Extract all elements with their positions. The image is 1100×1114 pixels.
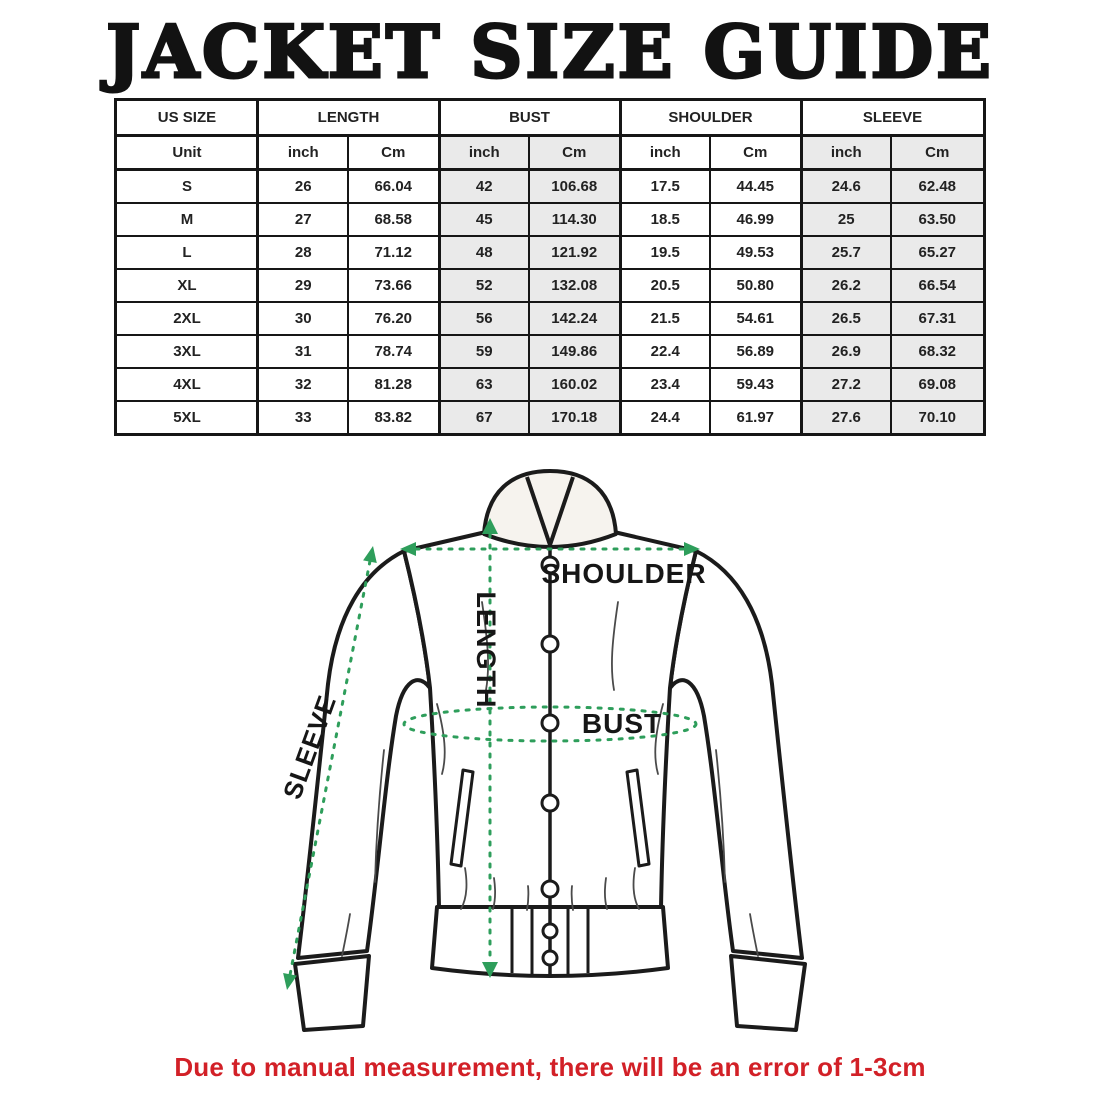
table-cell: 26.5 <box>801 302 891 335</box>
table-cell: 83.82 <box>348 401 439 435</box>
group-header-cell: SLEEVE <box>801 99 984 135</box>
table-row <box>116 269 984 302</box>
table-cell: 26 <box>258 169 348 203</box>
table-cell: 27 <box>258 203 348 236</box>
table-cell: 70.10 <box>891 401 984 435</box>
table-row <box>116 169 984 203</box>
table-cell: 30 <box>258 302 348 335</box>
table-cell: 3XL <box>116 335 258 368</box>
table-cell: M <box>116 203 258 236</box>
shoulder-label: SHOULDER <box>541 557 707 589</box>
table-cell: 50.80 <box>710 269 801 302</box>
group-header-cell: BUST <box>439 99 620 135</box>
table-cell: S <box>116 169 258 203</box>
table-cell: 61.97 <box>710 401 801 435</box>
size-table <box>114 98 985 436</box>
group-header-cell: LENGTH <box>258 99 439 135</box>
table-row <box>116 236 984 269</box>
table-cell: Unit <box>116 135 258 169</box>
jacket-collar <box>484 471 616 547</box>
table-cell: 76.20 <box>348 302 439 335</box>
table-cell: Cm <box>529 135 620 169</box>
table-cell: 27.2 <box>801 368 891 401</box>
table-cell: 132.08 <box>529 269 620 302</box>
table-cell: 24.6 <box>801 169 891 203</box>
table-cell: 160.02 <box>529 368 620 401</box>
table-cell: 106.68 <box>529 169 620 203</box>
table-cell: 63 <box>439 368 529 401</box>
table-cell: Cm <box>891 135 984 169</box>
table-cell: 28 <box>258 236 348 269</box>
table-cell: inch <box>620 135 710 169</box>
table-cell: 62.48 <box>891 169 984 203</box>
table-cell: 170.18 <box>529 401 620 435</box>
table-cell: 19.5 <box>620 236 710 269</box>
table-cell: 67 <box>439 401 529 435</box>
table-cell: 71.12 <box>348 236 439 269</box>
table-cell: 68.58 <box>348 203 439 236</box>
table-cell: 26.9 <box>801 335 891 368</box>
table-cell: 31 <box>258 335 348 368</box>
size-guide-page <box>0 9 1100 1114</box>
table-cell: Cm <box>710 135 801 169</box>
table-cell: inch <box>258 135 348 169</box>
table-cell: 18.5 <box>620 203 710 236</box>
length-label: LENGTH <box>471 591 501 709</box>
table-cell: 22.4 <box>620 335 710 368</box>
table-cell: 52 <box>439 269 529 302</box>
table-group-header-row <box>116 99 984 135</box>
measurement-note: Due to manual measurement, there will be an error of 1-3cm <box>174 1051 926 1082</box>
table-cell: 26.2 <box>801 269 891 302</box>
table-cell: 66.54 <box>891 269 984 302</box>
table-row <box>116 401 984 435</box>
table-cell: 24.4 <box>620 401 710 435</box>
table-cell: 33 <box>258 401 348 435</box>
table-cell: 63.50 <box>891 203 984 236</box>
table-cell: 66.04 <box>348 169 439 203</box>
table-row <box>116 302 984 335</box>
table-cell: 25 <box>801 203 891 236</box>
table-cell: 27.6 <box>801 401 891 435</box>
table-cell: 44.45 <box>710 169 801 203</box>
table-cell: 56 <box>439 302 529 335</box>
bust-label: BUST <box>581 707 663 739</box>
table-cell: 48 <box>439 236 529 269</box>
table-cell: 20.5 <box>620 269 710 302</box>
table-cell: 29 <box>258 269 348 302</box>
table-cell: 5XL <box>116 401 258 435</box>
table-cell: 114.30 <box>529 203 620 236</box>
table-cell: 42 <box>439 169 529 203</box>
table-cell: 65.27 <box>891 236 984 269</box>
table-cell: 21.5 <box>620 302 710 335</box>
table-cell: 121.92 <box>529 236 620 269</box>
table-cell: 67.31 <box>891 302 984 335</box>
jacket-diagram-container <box>232 452 868 1042</box>
table-cell: 17.5 <box>620 169 710 203</box>
table-cell: 68.32 <box>891 335 984 368</box>
table-cell: 73.66 <box>348 269 439 302</box>
table-cell: 23.4 <box>620 368 710 401</box>
table-cell: 49.53 <box>710 236 801 269</box>
table-cell: inch <box>439 135 529 169</box>
group-header-cell: US SIZE <box>116 99 258 135</box>
table-cell: 25.7 <box>801 236 891 269</box>
table-cell: 46.99 <box>710 203 801 236</box>
table-cell: 4XL <box>116 368 258 401</box>
table-cell: 54.61 <box>710 302 801 335</box>
table-cell: 59.43 <box>710 368 801 401</box>
table-cell: Cm <box>348 135 439 169</box>
table-cell: 2XL <box>116 302 258 335</box>
table-cell: 78.74 <box>348 335 439 368</box>
table-cell: L <box>116 236 258 269</box>
table-cell: 45 <box>439 203 529 236</box>
table-cell: XL <box>116 269 258 302</box>
table-cell: 32 <box>258 368 348 401</box>
table-cell: 149.86 <box>529 335 620 368</box>
table-row <box>116 368 984 401</box>
jacket-diagram <box>232 452 868 1042</box>
table-cell: inch <box>801 135 891 169</box>
table-row <box>116 203 984 236</box>
group-header-cell: SHOULDER <box>620 99 801 135</box>
table-cell: 59 <box>439 335 529 368</box>
page-title: JACKET SIZE GUIDE <box>106 9 994 94</box>
sleeve-label: SLEEVE <box>276 690 343 803</box>
table-cell: 81.28 <box>348 368 439 401</box>
table-unit-row <box>116 135 984 169</box>
table-cell: 56.89 <box>710 335 801 368</box>
table-cell: 142.24 <box>529 302 620 335</box>
table-cell: 69.08 <box>891 368 984 401</box>
table-row <box>116 335 984 368</box>
